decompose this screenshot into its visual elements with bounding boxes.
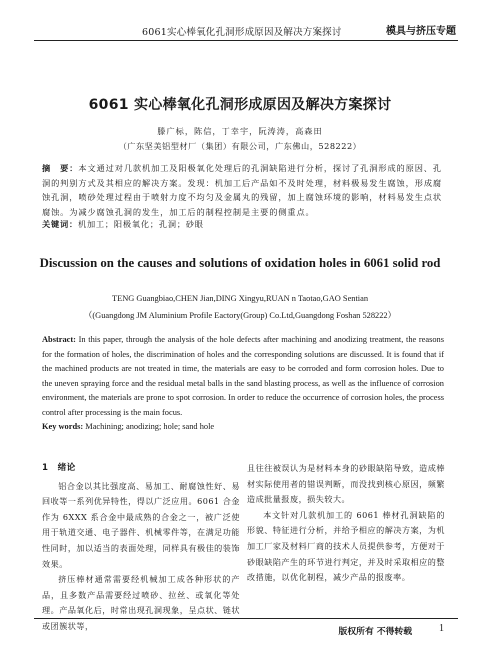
footer-rule — [34, 618, 458, 619]
affiliation-en: （(Guangdong JM Aluminium Profile Eactory(Group) Co.Ltd,Guangdong Foshan 528222） — [84, 311, 396, 320]
body-column-right — [247, 461, 445, 586]
authors-cn: 滕广标，陈信，丁幸宇，阮涛涛，高森田 — [157, 126, 323, 136]
keywords-cn — [42, 219, 204, 230]
affiliation-cn: （广东坚美铝型材厂（集团）有限公司，广东佛山，528222） — [118, 141, 362, 151]
keywords-cn-label: 关键词： — [42, 219, 78, 229]
authors-en: TENG Guangbiao,CHEN Jian,DING Xingyu,RUAN n Taotao,GAO Sentian — [111, 294, 369, 303]
running-title: 6061实心棒氧化孔洞形成原因及解决方案探讨 — [142, 27, 342, 38]
abstract-en-label: Abstract: — [42, 335, 76, 344]
body-paragraph: 本文针对几款机加工的 6061 棒材孔洞缺陷的形貌、特征进行分析，并给予相应的解决方案，为机加工厂家及材料厂商的技术人员提供参考，方便对于砂眼缺陷产生的环节进行判定，并及时采取相应的整改措施，以优化制程，减少产品的报废率。 — [247, 509, 445, 583]
abstract-en — [42, 333, 444, 421]
keywords-en-text: Machining; anodizing; hole; sand hole — [83, 422, 215, 431]
paper-title-en: Discussion on the causes and solutions of oxidation holes in 6061 solid rod — [39, 256, 441, 270]
abstract-en-text: In this paper, through the analysis of the hole defects after machining and anodizing treatment, the reasons for the formation of holes, the discrimination of holes and the corresponding solutions are discussed. It is found that if the machined products are not treated in time, the materials are easy to be corroded and form corrosion holes. Due to the uneven spraying force and the residual metal balls in the sand blasting process, as well as the influence of corrosion environment, the materials are prone to spot corrosion. In order to reduce the occurrence of corrosion holes, the process control after processing is the main focus. — [42, 335, 444, 417]
abstract-cn-text: 本文通过对几款机加工及阳极氧化处理后的孔洞缺陷进行分析，探讨了孔洞形成的原因、孔洞的判别方式及其相应的解决方案。发现：机加工后产品如不及时处理，材料极易发生腐蚀，形成腐蚀孔洞，喷砂处理过程由于喷射力度不均匀及金属丸的残留，加上腐蚀环境的影响，材料易发生点状腐蚀。为减少腐蚀孔洞的发生，加工后的制程控制是主要的侧重点。 — [42, 163, 442, 217]
section-heading: 1 绪论 — [42, 463, 76, 473]
page-header — [0, 0, 480, 40]
body-paragraph: 铝合金以其比强度高、易加工、耐腐蚀性好、易回收等一系列优异特性，得以广泛应用。6061 合金作为 6XXX 系合金中最成熟的合金之一，被广泛使用于轨道交通、电子器件、机械零件等，在满足功能性同时，加以适当的表面处理，同样具有极佳的装饰效果。 — [42, 480, 240, 569]
abstract-cn — [42, 161, 442, 219]
body-paragraph: 且往往被误认为是材料本身的砂眼缺陷导致，造成棒材实际使用者的错误判断，而没找到核心原因，频繁造成批量报废，损失较大。 — [247, 463, 445, 505]
header-rule — [34, 40, 458, 41]
paper-title-cn: 6061 实心棒氧化孔洞形成原因及解决方案探讨 — [88, 97, 392, 113]
abstract-cn-label: 摘 要： — [42, 163, 79, 173]
body-column-left — [42, 461, 240, 635]
copyright-notice: 版权所有 不得转载 — [338, 627, 412, 637]
keywords-en — [42, 422, 214, 431]
keywords-cn-text: 机加工；阳极氧化；孔洞；砂眼 — [77, 219, 204, 229]
keywords-en-label: Key words: — [42, 422, 84, 431]
page-number: 1 — [439, 623, 444, 634]
body-paragraph: 挤压棒材通常需要经机械加工成各种形状的产品，且多数产品需要经过喷砂、拉丝、或氧化等处理。产品氧化后，时常出现孔洞现象，呈点状、链状或团簇状等， — [42, 574, 240, 631]
section-name: 模具与挤压专题 — [386, 26, 456, 37]
